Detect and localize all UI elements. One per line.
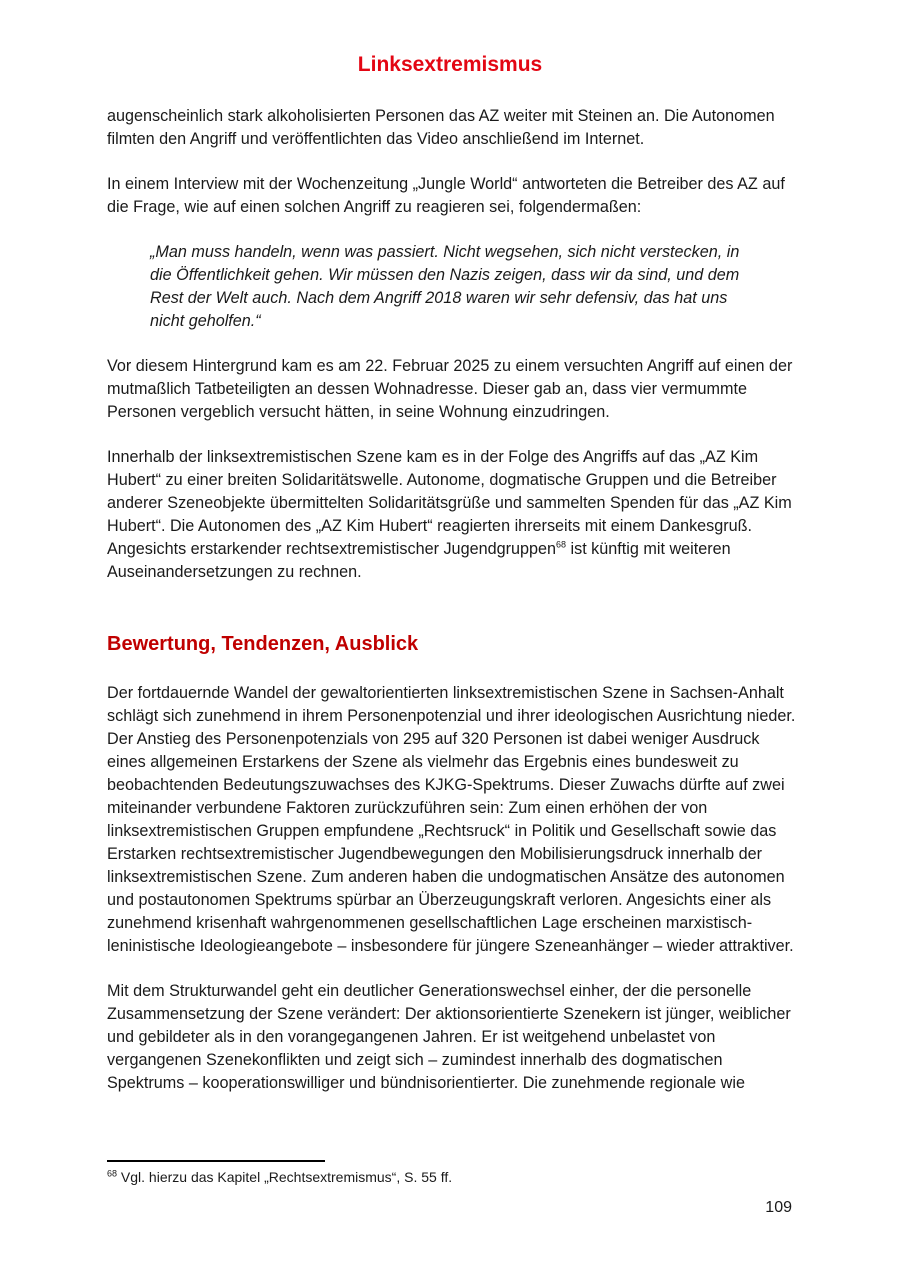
paragraph: In einem Interview mit der Wochenzeitung „Jungle World“ antworteten die Betreiber des AZ auf die Frage, wie auf einen solchen Angriff zu reagieren sei, folgendermaßen: xyxy=(107,175,785,216)
paragraph: Vor diesem Hintergrund kam es am 22. Februar 2025 zu einem versuchten Angriff auf einen der mutmaßlich Tatbeteiligten an dessen Wohnadresse. Dieser gab an, dass vier vermummte Personen vergeblich versucht hätten, in seine Wohnung einzudringen. xyxy=(107,357,793,421)
footnote-number: 68 xyxy=(107,1168,118,1179)
footnote-reference[interactable]: 68 xyxy=(555,539,566,550)
footnote-text: Vgl. hierzu das Kapitel „Rechtsextremismus“, S. 55 ff. xyxy=(117,1169,453,1185)
paragraph: Der fortdauernde Wandel der gewaltorientierten linksextremistischen Szene in Sachsen-Anhalt schlägt sich zunehmend in ihrem Personenpotenzial und ihrer ideologischen Ausrichtung nieder. Der Anstieg des Personenpotenzials von 295 auf 320 Personen ist dabei weniger Ausdruck eines allgemeinen Erstarkens der Szene als vielmehr das Ergebnis eines bundesweit zu beobachtenden Bedeutungszuwachses des KJKG-Spektrums. Dieser Zuwachs dürfte auf zwei miteinander verbundene Faktoren zurückzuführen sein: Zum einen erhöhen der von linksextremistischen Gruppen empfundene „Rechtsruck“ in Politik und Gesellschaft sowie das Erstarken rechtsextremistischer Jugendbewegungen den Mobilisierungsdruck innerhalb der linksextremistischen Szene. Zum anderen haben die undogmatischen Ansätze des autonomen und postautonomen Spektrums spürbar an Überzeugungskraft verloren. Angesichts einer als zunehmend krisenhaft wahrgenommenen gesellschaftlichen Lage erscheinen marxistisch-leninistische Ideologieangebote – insbesondere für jüngere Szeneanhänger – wieder attraktiver. xyxy=(107,684,796,955)
footnote-separator xyxy=(107,1160,325,1162)
footnote xyxy=(107,1168,797,1186)
running-header-title: Linksextremismus xyxy=(357,53,543,76)
block-quote: „Man muss handeln, wenn was passiert. Nicht wegsehen, sich nicht verstecken, in die Öffentlichkeit gehen. Wir müssen den Nazis zeigen, dass wir da sind, und dem Rest der Welt auch. Nach dem Angriff 2018 waren wir sehr defensiv, das hat uns nicht geholfen.“ xyxy=(150,243,740,330)
paragraph-with-footnote xyxy=(107,446,797,584)
page-number: 109 xyxy=(765,1199,792,1216)
paragraph: augenscheinlich stark alkoholisierten Personen das AZ weiter mit Steinen an. Die Autonomen filmten den Angriff und veröffentlichten das Video anschließend im Internet. xyxy=(107,107,775,148)
paragraph-text: Innerhalb der linksextremistischen Szene kam es in der Folge des Angriffs auf das „AZ Kim Hubert“ zu einer breiten Solidaritätswelle. Autonome, dogmatische Gruppen und die Betreiber anderer Szeneobjekte übermittelten Solidaritätsgrüße und sammelten Spenden für das „AZ Kim Hubert“. Die Autonomen des „AZ Kim Hubert“ reagierten ihrerseits mit einem Dankesgruß. Angesichts erstarkender rechtsextremistischer Jugendgruppen xyxy=(107,448,792,558)
section-heading: Bewertung, Tendenzen, Ausblick xyxy=(107,633,419,655)
paragraph-text: ist künftig mit weiteren Auseinandersetzungen zu rechnen. xyxy=(107,540,731,581)
page-body xyxy=(107,105,797,1117)
paragraph: Mit dem Strukturwandel geht ein deutlicher Generationswechsel einher, der die personelle Zusammensetzung der Szene verändert: Der aktionsorientierte Szenekern ist jünger, weiblicher und gebildeter als in den vorangegangenen Jahren. Er ist weitgehend unbelastet von vergangenen Szenekonflikten und zeigt sich – zumindest innerhalb des dogmatischen Spektrums – kooperationswilliger und bündnisorientierter. Die zunehmende regionale wie xyxy=(107,982,791,1092)
